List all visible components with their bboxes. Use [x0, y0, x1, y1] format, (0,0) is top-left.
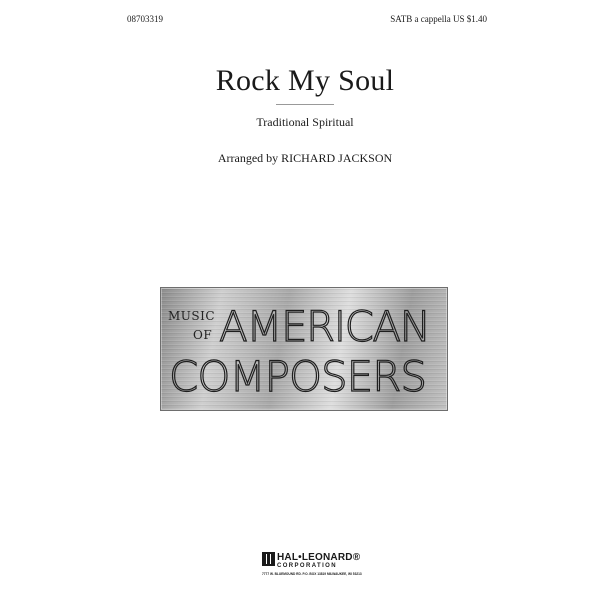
series-plate — [160, 287, 448, 411]
series-word-of: OF — [193, 328, 213, 342]
subtitle: Traditional Spiritual — [256, 115, 354, 129]
publisher-address: 7777 W. BLUEMOUND RD. P.O. BOX 13819 MILWAUKEE, WI 53213 — [262, 572, 362, 576]
series-word-music: MUSIC — [168, 309, 216, 323]
arranger-credit: Arranged by RICHARD JACKSON — [217, 151, 393, 165]
edition-price: SATB a cappella US $1.40 — [390, 14, 487, 24]
page-title: Rock My Soul — [215, 64, 395, 97]
publisher-corporation: CORPORATION — [277, 563, 337, 569]
publisher-name: HAL•LEONARD® — [277, 552, 361, 563]
hal-leonard-logo-icon — [262, 552, 275, 566]
series-word-composers: COMPOSERS — [169, 352, 427, 401]
title-divider — [276, 104, 334, 105]
series-word-american: AMERICAN — [219, 302, 430, 351]
catalog-number: 08703319 — [127, 14, 163, 24]
